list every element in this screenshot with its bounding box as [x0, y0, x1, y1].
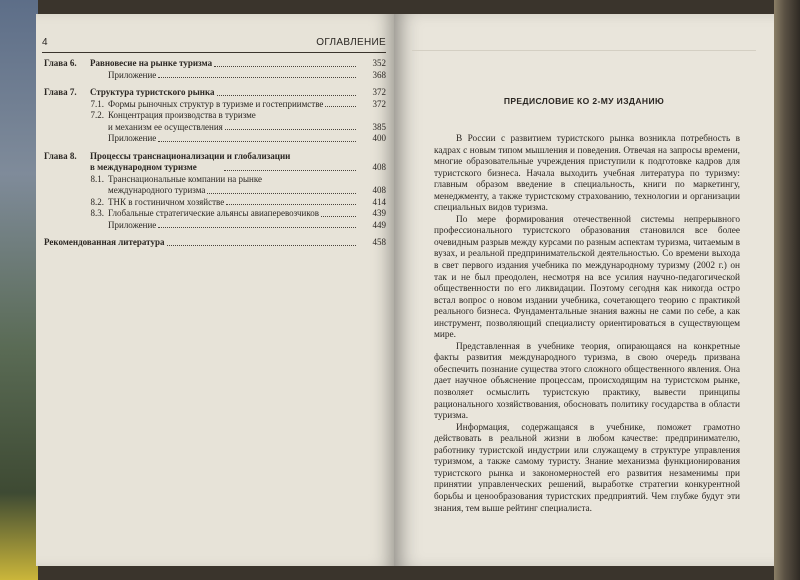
- toc-row: [44, 122, 386, 134]
- leader-dots: [207, 193, 356, 194]
- section-title: ТНК в гостиничном хозяйстве: [108, 196, 225, 207]
- leader-dots: [224, 170, 356, 171]
- leader-dots: [321, 216, 356, 217]
- toc-row: [44, 70, 386, 82]
- section-title: Формы рыночных структур в туризме и гостеприимстве: [108, 98, 324, 109]
- toc-row: [44, 237, 386, 249]
- toc-chapter: [44, 58, 386, 81]
- leader-dots: [225, 129, 356, 130]
- toc-row: [44, 58, 386, 70]
- page-ref: 352: [372, 58, 386, 68]
- page-ref: 368: [372, 69, 386, 80]
- toc-row: [44, 87, 386, 99]
- leader-dots: [158, 141, 356, 142]
- section-title: Приложение: [108, 133, 157, 143]
- toc-row: [44, 220, 386, 232]
- chapter-label: Глава 7.: [44, 87, 77, 97]
- section-title: Приложение: [108, 69, 157, 80]
- page-ref: 408: [372, 162, 386, 172]
- section-title: Глобальные стратегические альянсы авиаперевозчиков: [108, 208, 320, 218]
- preface-paragraph: Представленная в учебнике теория, опирающаяся на конкретные факты развития международного туризма, в свою очередь призвана обеспечить познание существа этого сложного общественного явления. Она дает научное объяснение процессам, происходящим на туристском рынке, позволяет осмыслить туристскую практику, вывести принципы рационального хозяйствования, обосновать политику государства в области туризма.: [434, 341, 740, 422]
- chapter-title: Равновесие на рынке туризма: [90, 58, 213, 68]
- leader-dots: [325, 106, 356, 107]
- toc-chapter: [44, 87, 386, 145]
- leader-dots: [226, 204, 356, 205]
- section-title: Приложение: [108, 219, 157, 230]
- bleed-through-rule: [412, 40, 756, 51]
- chapter-title: Структура туристского рынка: [90, 87, 215, 97]
- page-number: 4: [42, 37, 48, 48]
- book-edge: [774, 0, 800, 580]
- toc-row: [44, 133, 386, 145]
- section-number: 8.2.: [90, 196, 104, 207]
- page-ref: 408: [372, 185, 386, 195]
- toc-row: [44, 174, 386, 186]
- section-title: международного туризма: [108, 185, 206, 195]
- preface-paragraph: В России с развитием туристского рынка возникла потребность в кадрах с новым типом мышления и поведения. Отвечая на запросы времени, многие образовательные учреждения приступили к подготовке кадров для туристского бизнеса. Начала выходить учебная литература по туризму: главным образом введение в специальность, книги по маркетингу, менеджменту, а также туристскому страхованию, технологии и организации специальных видов туризма.: [434, 134, 740, 214]
- leader-dots: [158, 227, 356, 228]
- page-ref: 449: [372, 219, 386, 230]
- section-number: 8.3.: [90, 208, 104, 218]
- leader-dots: [158, 77, 356, 78]
- section-number: 8.1.: [90, 173, 104, 184]
- chapter-title: Рекомендованная литература: [44, 237, 165, 247]
- section-title: и механизм ее осуществления: [108, 121, 223, 132]
- toc-chapter: [44, 151, 386, 232]
- table-of-contents: [44, 58, 386, 255]
- toc-row: [44, 208, 386, 220]
- left-page: [36, 14, 394, 566]
- chapter-label: Глава 6.: [44, 58, 77, 68]
- page-ref: 414: [372, 196, 386, 207]
- page-ref: 385: [372, 121, 386, 132]
- running-head: [42, 36, 386, 53]
- toc-row: [44, 151, 386, 163]
- toc-row: [44, 185, 386, 197]
- section-title: Концентрация производства в туризме: [108, 110, 256, 120]
- chapter-label: Глава 8.: [44, 150, 77, 161]
- toc-row: [44, 162, 386, 174]
- leader-dots: [214, 66, 356, 67]
- page-ref: 372: [372, 87, 386, 97]
- leader-dots: [217, 95, 356, 96]
- preface-paragraph: Информация, содержащаяся в учебнике, поможет грамотно действовать в реальной жизни в любом качестве: предпринимателю, работнику туристской индустрии или служащему в структуре управления туризмом, а также самому туристу. Знание механизма функционирования туристского рынка и закономерностей его развития незаменимы при принятии управленческих решений, выработке стратегии конкурентной борьбы и ценообразования туристских предприятий. Чем глубже будут эти знания, тем выше рейтинг специалиста.: [434, 422, 740, 514]
- page-ref: 439: [372, 208, 386, 218]
- section-number: 7.1.: [90, 98, 104, 109]
- background-photo-edge: [0, 0, 38, 580]
- toc-row: [44, 110, 386, 122]
- section-number: 7.2.: [90, 110, 104, 120]
- chapter-title-cont: в международном туризме: [90, 162, 197, 172]
- toc-row: [44, 197, 386, 209]
- toc-row: [44, 99, 386, 111]
- preface-body: [434, 134, 740, 515]
- right-page: [394, 14, 774, 566]
- chapter-title: Процессы транснационализации и глобализации: [90, 150, 291, 161]
- page-ref: 458: [372, 237, 386, 247]
- page-ref: 372: [372, 98, 386, 109]
- leader-dots: [167, 245, 357, 246]
- section-title: Транснациональные компании на рынке: [108, 173, 263, 184]
- preface-heading: ПРЕДИСЛОВИЕ КО 2-МУ ИЗДАНИЮ: [503, 96, 665, 106]
- preface-paragraph: По мере формирования отечественной системы непрерывного профессионального туристского образования становился все более очевидным разрыв между курсами по разным аспектам туризма, читаемым в вузах, и реальной предпринимательской деятельностью. Со времени выхода в свет первого издания учебника по международному туризму (2002 г.) он так и не был преодолен, несмотря на все усилия научно-педагогической общественности по его ликвидации. Поэтому сегодня как никогда остро встал вопрос о новом издании учебника, сочетающего теорию с практикой реального бизнеса. Фундаментальные знания важны не сами по себе, а как инструмент, позволяющий специалисту ориентироваться в существующем мире.: [434, 214, 740, 341]
- toc-chapter: [44, 237, 386, 249]
- running-title: ОГЛАВЛЕНИЕ: [316, 37, 386, 48]
- page-ref: 400: [372, 133, 386, 143]
